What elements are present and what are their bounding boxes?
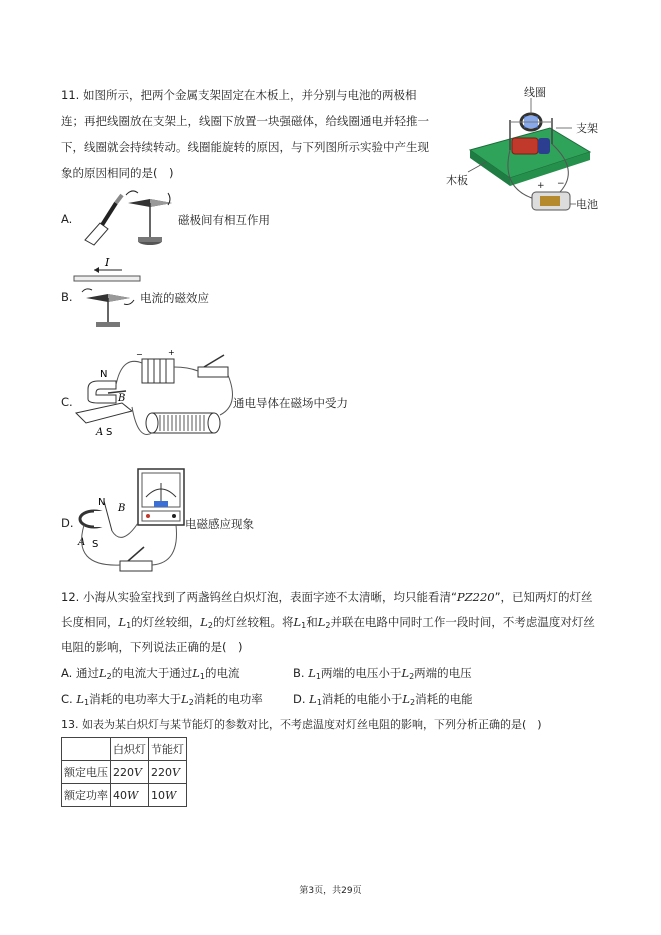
- lamp-l1: L: [192, 666, 200, 680]
- table-header-incandescent: 白炽灯: [111, 738, 149, 761]
- q12-opt-d-pre: D.: [293, 692, 306, 706]
- q12-option-a: [61, 665, 239, 685]
- q11-option-d-label: D.: [61, 516, 74, 530]
- current-label: I: [105, 256, 110, 269]
- lamp-l2: L: [181, 692, 189, 706]
- q13-param-table: [61, 737, 187, 807]
- q12-opt-d-mid: 消耗的电能小于: [321, 692, 403, 706]
- q12-opt-a-mid: 的电流大于通过: [111, 666, 193, 680]
- d-s-label: S: [92, 539, 99, 550]
- d-b-label: B: [118, 503, 126, 514]
- q11-option-b-label: B.: [61, 290, 73, 304]
- q11-line3: 下，线圈就会持续转动。线圈能旋转的原因，与下列图所示实验中产生现: [61, 140, 429, 154]
- svg-text:+: +: [168, 348, 175, 357]
- lamp-l2-sub: 2: [325, 621, 331, 630]
- cell-incandescent-power: [111, 784, 149, 807]
- q12-opt-d-post: 消耗的电能: [415, 692, 473, 706]
- q13-line1: 13. 如表为某白炽灯与某节能灯的参数对比，不考虑温度对灯丝电阻的影响，下列分析正确的是( ): [61, 718, 542, 731]
- cell-value: 10: [151, 788, 165, 802]
- table-header-empty: [62, 738, 111, 761]
- lamp-l2-sub: 2: [207, 621, 213, 630]
- q12-line2: [61, 614, 595, 634]
- lamp-l1: L: [308, 666, 316, 680]
- q11-option-d-figure: [72, 467, 192, 577]
- q12-opt-c-post: 消耗的电功率: [193, 692, 263, 706]
- d-n-label: N: [98, 497, 106, 508]
- q12-line1: [61, 589, 593, 605]
- lamp-l2: L: [402, 692, 411, 706]
- lamp-l2-sub: 2: [106, 672, 112, 681]
- q11-option-a-label: A.: [61, 212, 73, 226]
- q12-opt-b-pre: B.: [293, 666, 305, 680]
- table-row: [62, 784, 187, 807]
- lamp-l1: L: [293, 615, 302, 629]
- lamp-l1-sub: 1: [126, 621, 132, 630]
- q11-line2: 连；再把线圈放在支架上，线圈下放置一块强磁体，给线圈通电并轻推一: [61, 114, 429, 128]
- lamp-l2: L: [200, 615, 208, 629]
- cell-unit: V: [172, 765, 180, 779]
- q12-line2-e: 并联在电路中同时工作一段时间，不考虑温度对灯丝: [330, 615, 595, 629]
- label-minus: −: [557, 179, 565, 189]
- table-row: [62, 761, 187, 784]
- cell-saver-power: [149, 784, 187, 807]
- q12-line1-start: 12. 小海从实验室找到了两盏钨丝白炽灯泡，表面字迹不太清晰，均只能看清“: [61, 590, 457, 604]
- lamp-l1: L: [309, 692, 317, 706]
- c-b-label: B: [118, 393, 126, 404]
- c-n-label: N: [100, 369, 108, 380]
- label-plus: +: [537, 181, 545, 191]
- q12-line2-a: 长度相同，: [61, 615, 119, 629]
- q11-option-c-label: C.: [61, 395, 73, 409]
- cell-value: 220: [151, 765, 172, 779]
- lamp-l2: L: [401, 666, 410, 680]
- q12-line2-c: 的灯丝较粗。将: [212, 615, 294, 629]
- lamp-l2-sub: 2: [409, 672, 415, 681]
- q11-option-c-caption: 通电导体在磁场中受力: [233, 396, 348, 410]
- cell-saver-voltage: [149, 761, 187, 784]
- cell-unit: W: [127, 788, 139, 802]
- lamp-l1-sub: 1: [199, 672, 205, 681]
- d-a-label: A: [78, 537, 86, 548]
- q12-opt-b-mid: 两端的电压小于: [320, 666, 402, 680]
- lamp-l1-sub: 1: [301, 621, 307, 630]
- cell-incandescent-voltage: [111, 761, 149, 784]
- q11-option-d-caption: 电磁感应现象: [185, 517, 254, 531]
- q12-line1-end: ”，已知两灯的灯丝: [494, 590, 593, 604]
- row-label-voltage: 额定电压: [62, 761, 111, 784]
- q12-rating: PZ220: [456, 590, 495, 604]
- q12-opt-a-pre: A. 通过: [61, 666, 99, 680]
- svg-text:−: −: [136, 350, 143, 359]
- cell-value: 220: [113, 765, 134, 779]
- q11-option-c-figure: [72, 345, 240, 445]
- q12-opt-a-post: 的电流: [204, 666, 240, 680]
- page-footer: 第3页，共29页: [299, 886, 362, 896]
- lamp-l1-sub: 1: [315, 672, 321, 681]
- table-header-row: [62, 738, 187, 761]
- q11-line4: 象的原因相同的是( ): [61, 166, 174, 180]
- q12-opt-c-pre: C.: [61, 692, 73, 706]
- lamp-l1: L: [76, 692, 84, 706]
- lamp-l1-sub: 1: [83, 698, 90, 707]
- label-stand: 支架: [576, 122, 598, 135]
- c-a-label: A: [96, 427, 104, 438]
- label-battery: 电池: [576, 198, 598, 211]
- lamp-l1: L: [118, 615, 127, 629]
- table-header-saver: 节能灯: [149, 738, 187, 761]
- q12-opt-b-post: 两端的电压: [414, 666, 472, 680]
- q12-opt-c-mid: 消耗的电功率大于: [89, 692, 182, 706]
- q11-motor-figure: [440, 80, 620, 220]
- q11-option-a-caption: 磁极间有相互作用: [178, 213, 270, 227]
- lamp-l2: L: [98, 666, 107, 680]
- q12-line2-b: 的灯丝较细，: [131, 615, 201, 629]
- lamp-l2-sub: 2: [410, 698, 416, 707]
- q12-option-c: [61, 691, 263, 711]
- lamp-l1-sub: 1: [316, 698, 322, 707]
- q11-line1: 11. 如图所示，把两个金属支架固定在木板上，并分别与电池的两极相: [61, 88, 417, 102]
- q12-option-b: [293, 665, 472, 685]
- q12-line2-d: 和: [306, 615, 318, 629]
- q12-line3: 电阻的影响，下列说法正确的是( ): [61, 640, 243, 654]
- row-label-power: 额定功率: [62, 784, 111, 807]
- label-board: 木板: [446, 174, 468, 187]
- lamp-l2: L: [317, 615, 326, 629]
- q11-option-b-caption: 电流的磁效应: [140, 291, 209, 305]
- cell-unit: W: [165, 788, 177, 802]
- cell-unit: V: [134, 765, 142, 779]
- q12-option-d: [293, 691, 473, 711]
- label-coil: 线圈: [524, 86, 546, 99]
- lamp-l2-sub: 2: [188, 698, 194, 707]
- q11-option-a-figure: [80, 185, 180, 250]
- cell-value: 40: [113, 788, 127, 802]
- c-s-label: S: [106, 427, 113, 438]
